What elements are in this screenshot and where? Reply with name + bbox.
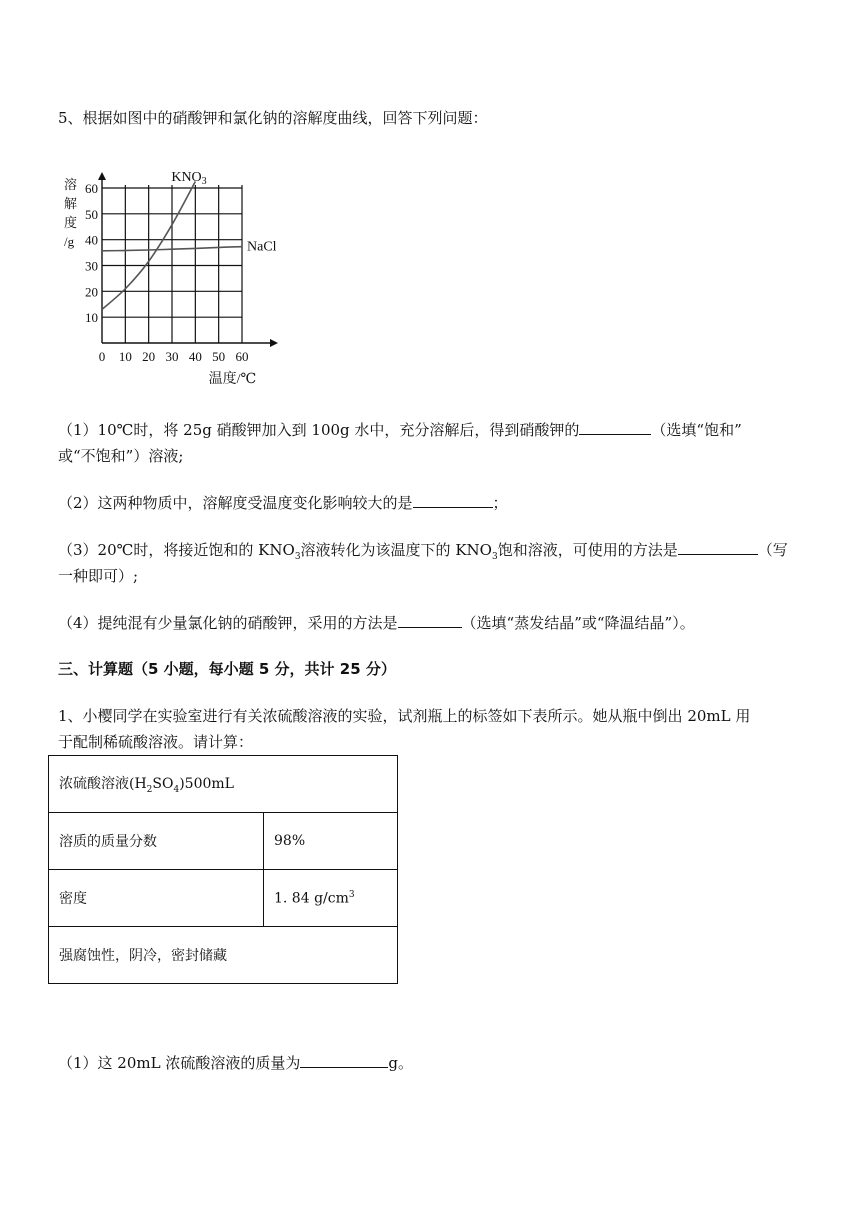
q1-intro-line2: 于配制稀硫酸溶液。请计算： — [58, 733, 254, 751]
label-footer-cell: 强腐蚀性，阴冷，密封储藏 — [49, 927, 398, 984]
q5-part2 — [58, 493, 508, 513]
x-axis-label: 温度/℃ — [208, 372, 257, 387]
superscript: 3 — [348, 889, 355, 900]
label-value-cell — [264, 870, 398, 927]
series-label-main: KNO — [171, 170, 202, 185]
label-title-a: 浓硫酸溶液(H — [59, 776, 147, 793]
x-tick-label: 40 — [188, 349, 202, 364]
solubility-chart — [58, 165, 298, 387]
x-tick-label: 0 — [98, 349, 106, 364]
y-tick-label: 20 — [85, 284, 98, 300]
label-title-c: )500mL — [179, 776, 234, 793]
q5-part3-text-b: 溶液转化为该温度下的 KNO — [300, 541, 492, 559]
y-tick-label: 50 — [85, 206, 98, 222]
y-axis-label: 溶 — [64, 177, 78, 192]
q5-part3-text-a: （3）20℃时，将接近饱和的 KNO — [58, 541, 295, 559]
x-tick-label: 30 — [165, 349, 179, 364]
q5-part3-text-c: 饱和溶液，可使用的方法是 — [497, 541, 678, 559]
q5-part4-text: （4）提纯混有少量氯化钠的硝酸钾，采用的方法是 — [58, 614, 398, 632]
q5-part4 — [58, 613, 695, 633]
q5-part1-line1 — [58, 420, 742, 440]
y-axis-arrow — [98, 172, 106, 180]
subscript: 2 — [146, 784, 153, 795]
y-tick-label: 10 — [85, 310, 98, 326]
section-heading: 三、计算题（5 小题，每小题 5 分，共计 25 分） — [58, 660, 396, 678]
series-label-kno3 — [171, 170, 206, 187]
q1-part1-text: （1）这 20mL 浓硫酸溶液的质量为 — [58, 1054, 301, 1072]
series-label-nacl — [247, 240, 277, 255]
q5-part3-text-d: （写 — [757, 541, 788, 559]
q1-part1-unit: g。 — [388, 1054, 413, 1072]
q5-part2-end: ； — [492, 494, 508, 512]
chart-ticks — [85, 181, 249, 364]
q5-part1-option: （选填“饱和” — [651, 421, 742, 439]
label-title-cell — [49, 756, 398, 813]
y-tick-label: 30 — [85, 258, 98, 274]
y-tick-label: 60 — [85, 181, 98, 196]
x-tick-label: 50 — [212, 349, 226, 364]
label-key-cell: 密度 — [49, 870, 264, 927]
q5-part3-line1 — [58, 540, 788, 567]
y-axis-label: /g — [64, 234, 75, 249]
answer-blank[interactable] — [300, 1053, 388, 1068]
q5-intro: 5、根据如图中的硝酸钾和氯化钠的溶解度曲线，回答下列问题： — [58, 109, 488, 127]
q1-part1 — [58, 1053, 413, 1073]
subscript: 3 — [491, 552, 498, 562]
subscript: 4 — [173, 784, 180, 795]
label-value-cell: 98% — [264, 813, 398, 870]
answer-blank[interactable] — [678, 540, 758, 555]
y-tick-label: 40 — [85, 232, 98, 248]
answer-blank[interactable] — [413, 493, 493, 508]
subscript: 3 — [294, 552, 301, 562]
x-tick-label: 10 — [118, 349, 132, 364]
x-axis-arrow — [270, 339, 278, 347]
table-row — [49, 870, 398, 927]
q5-part1-text: （1）10℃时，将 25g 硝酸钾加入到 100g 水中，充分溶解后，得到硝酸钾的 — [58, 421, 580, 439]
label-key-cell: 溶质的质量分数 — [49, 813, 264, 870]
q1-intro-line1: 1、小樱同学在实验室进行有关浓硫酸溶液的实验，试剂瓶上的标签如下表所示。她从瓶中倒出 20mL 用 — [58, 707, 751, 725]
q5-part1-line2: 或“不饱和”）溶液; — [58, 447, 184, 465]
chart-grid — [102, 185, 242, 343]
answer-blank[interactable] — [398, 613, 462, 628]
q5-part4-option: （选填“蒸发结晶”或“降温结晶”）。 — [461, 614, 695, 632]
density-value: 1. 84 g/cm — [274, 890, 349, 907]
y-axis-label: 度 — [64, 215, 78, 230]
table-row — [49, 813, 398, 870]
table-row — [49, 927, 398, 984]
x-tick-label: 20 — [142, 349, 156, 364]
q5-part3-line2: 一种即可）; — [58, 567, 139, 585]
q5-part2-text: （2）这两种物质中，溶解度受温度变化影响较大的是 — [58, 494, 413, 512]
x-tick-label: 60 — [235, 349, 249, 364]
series-label-subscript: 3 — [201, 176, 207, 187]
reagent-label-table — [48, 755, 398, 984]
series-label-main: NaCl — [247, 239, 277, 255]
answer-blank[interactable] — [579, 420, 651, 435]
label-title-b: SO — [152, 776, 174, 793]
table-row — [49, 756, 398, 813]
y-axis-label: 解 — [64, 196, 78, 211]
